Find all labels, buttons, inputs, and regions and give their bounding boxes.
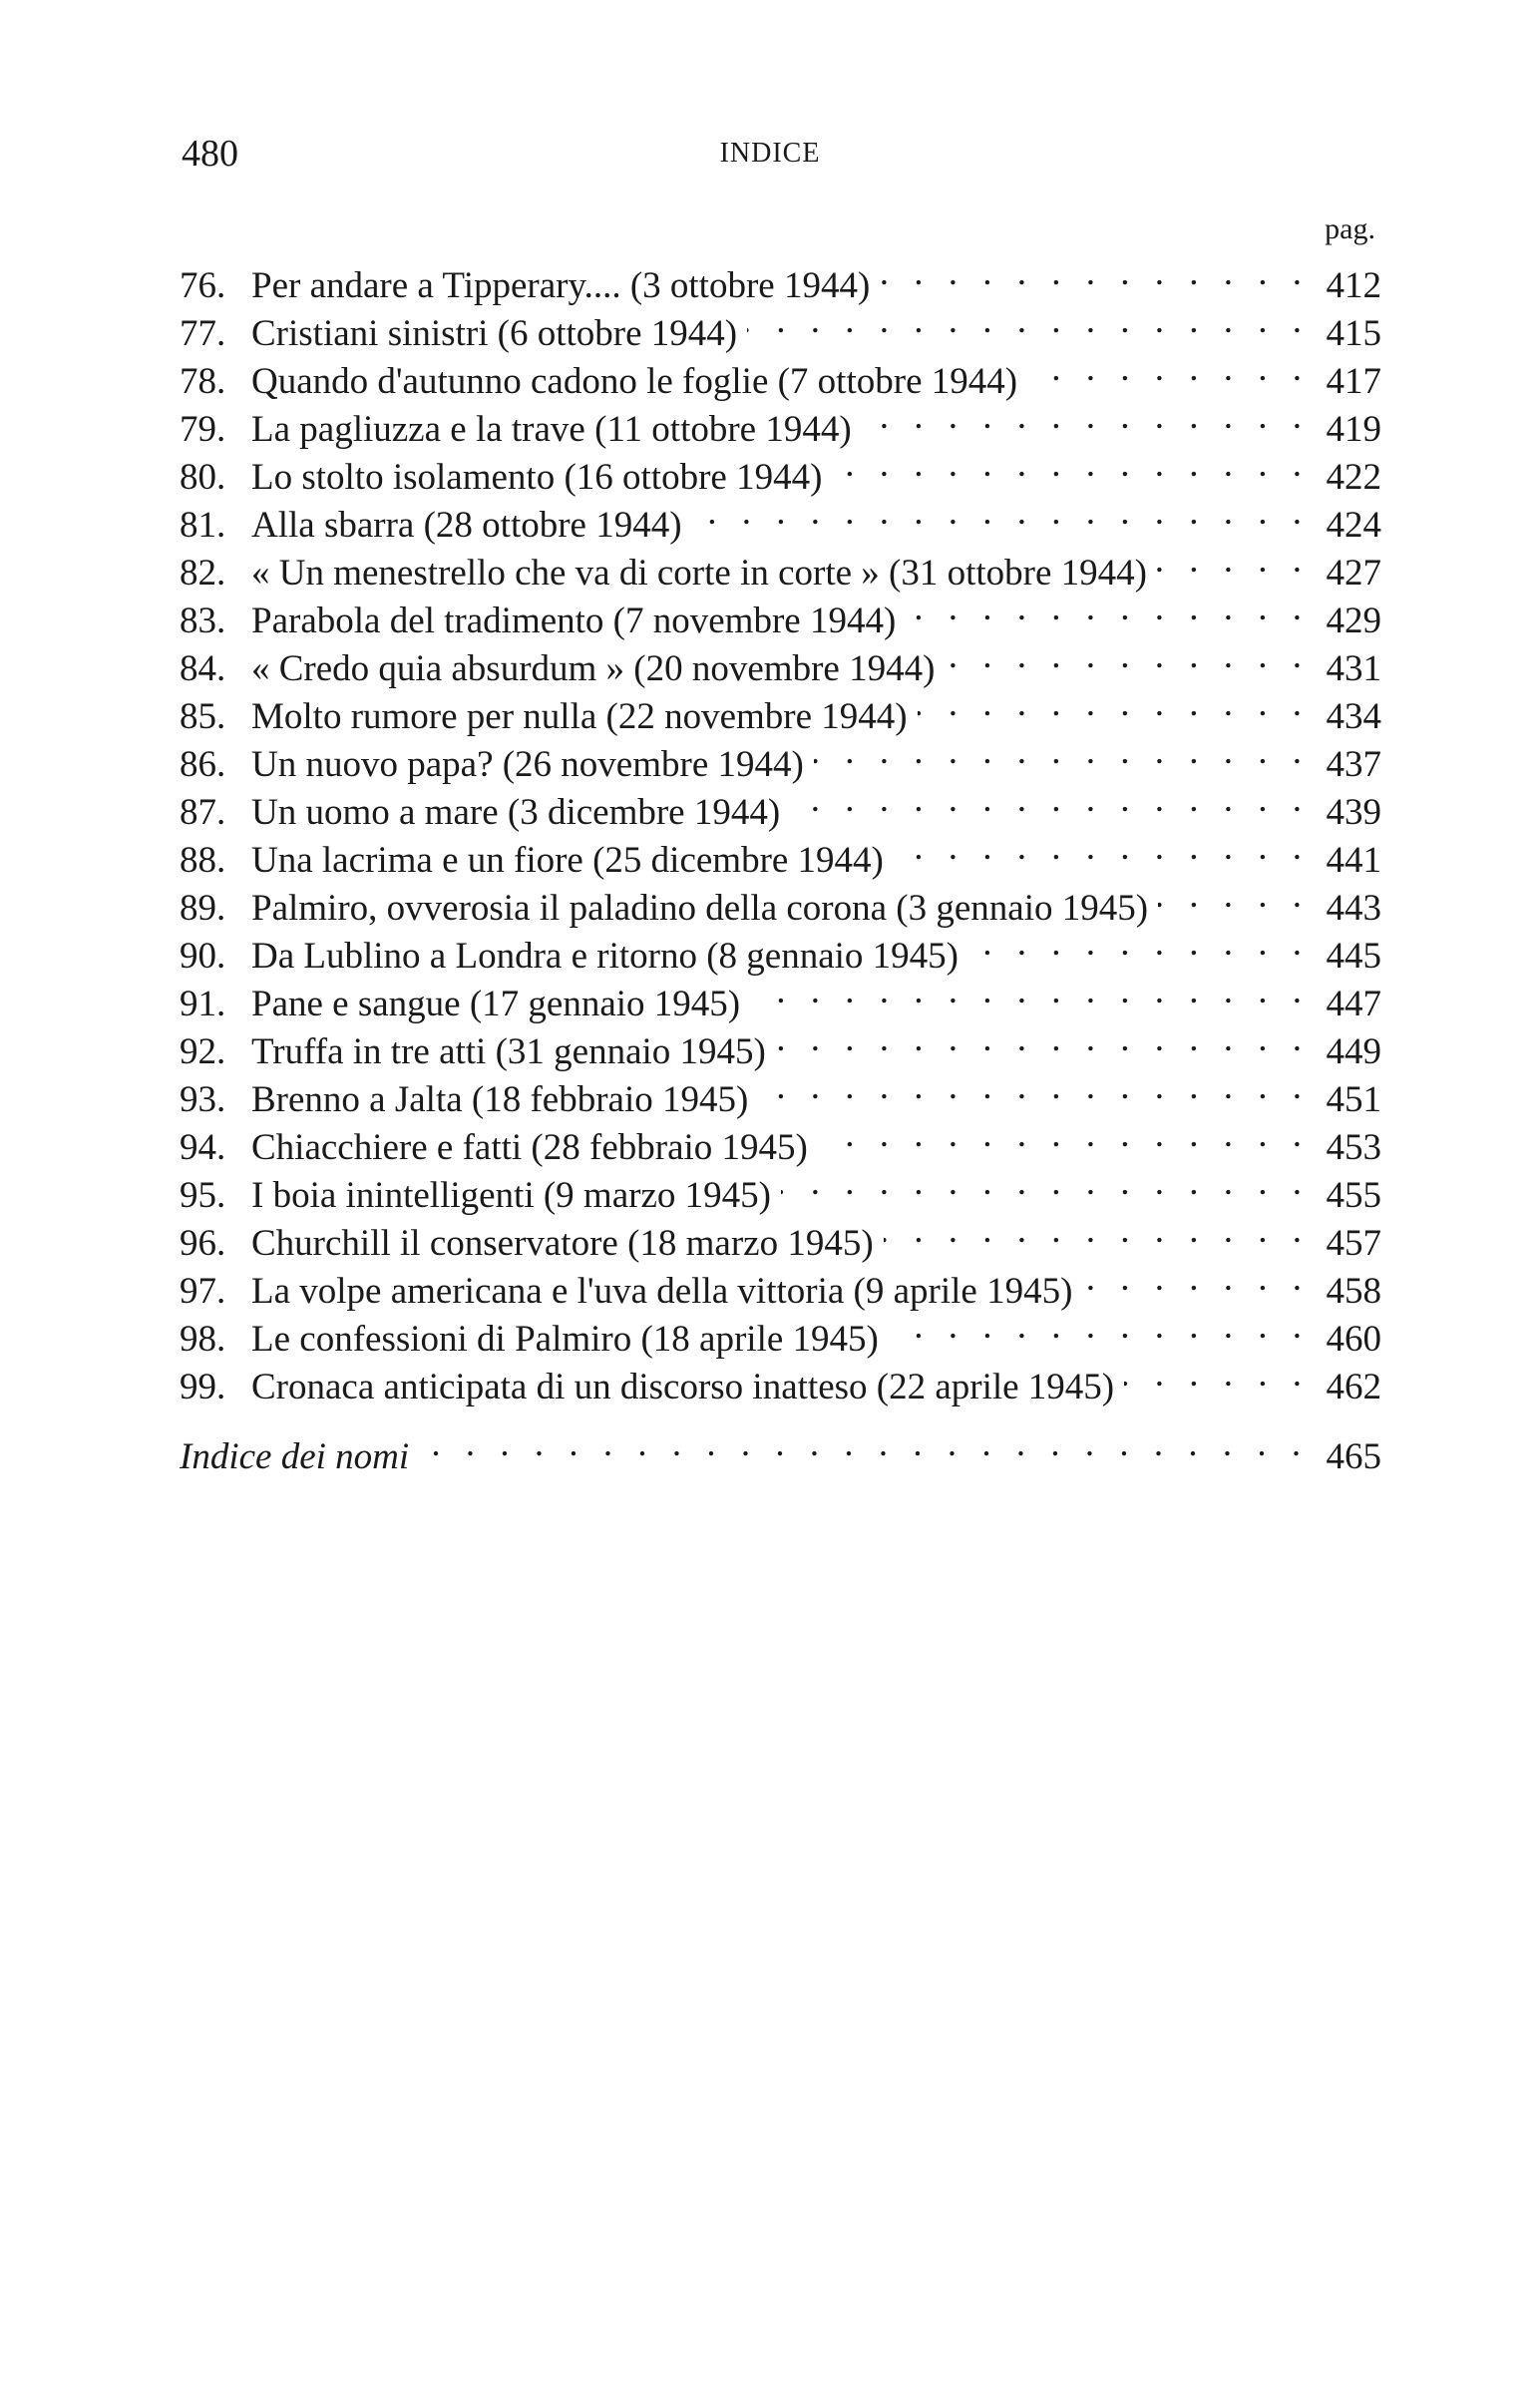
table-of-contents bbox=[180, 209, 1381, 1477]
dot-leader bbox=[419, 1420, 1310, 1468]
entry-title: Parabola del tradimento (7 novembre 1944) bbox=[251, 601, 897, 641]
entry-title: Quando d'autunno cadono le foglie (7 ottobre 1944) bbox=[251, 361, 1018, 402]
dot-leader bbox=[818, 1111, 1310, 1159]
dot-leader bbox=[776, 1015, 1310, 1063]
entry-page-number: 437 bbox=[1326, 744, 1381, 785]
entry-number: 78. bbox=[180, 361, 226, 402]
dot-leader bbox=[692, 489, 1310, 537]
entry-page-number: 427 bbox=[1326, 553, 1381, 594]
entry-page-number: 415 bbox=[1326, 313, 1381, 354]
entry-page-number: 424 bbox=[1326, 505, 1381, 546]
entry-number: 90. bbox=[180, 936, 226, 977]
dot-leader bbox=[747, 297, 1310, 345]
entry-title: Molto rumore per nulla (22 novembre 1944) bbox=[251, 696, 908, 737]
dot-leader bbox=[862, 393, 1310, 441]
entry-number: 80. bbox=[180, 457, 226, 498]
entry-page-number: 445 bbox=[1326, 936, 1381, 977]
entry-number: 82. bbox=[180, 553, 226, 594]
entry-title: Cronaca anticipata di un discorso inatteso (22 aprile 1945) bbox=[251, 1367, 1115, 1407]
entry-title: Le confessioni di Palmiro (18 aprile 1945) bbox=[251, 1319, 879, 1360]
entry-number: 85. bbox=[180, 696, 226, 737]
dot-leader bbox=[781, 1159, 1310, 1207]
entry-number: 96. bbox=[180, 1223, 226, 1264]
dot-leader bbox=[889, 1303, 1310, 1351]
running-head: INDICE bbox=[719, 138, 821, 169]
entry-title: Per andare a Tipperary.... (3 ottobre 1944) bbox=[251, 265, 871, 306]
index-title: Indice dei nomi bbox=[180, 1436, 410, 1477]
entry-number: 89. bbox=[180, 888, 226, 929]
entry-page-number: 422 bbox=[1326, 457, 1381, 498]
entry-page-number: 417 bbox=[1326, 361, 1381, 402]
page-number: 480 bbox=[182, 133, 238, 175]
dot-leader bbox=[1157, 537, 1310, 585]
entry-title: Truffa in tre atti (31 gennaio 1945) bbox=[251, 1031, 766, 1072]
entry-page-number: 419 bbox=[1326, 409, 1381, 450]
entry-number: 84. bbox=[180, 648, 226, 689]
index-page-number: 465 bbox=[1326, 1436, 1381, 1477]
dot-leader bbox=[880, 249, 1310, 297]
entry-number: 86. bbox=[180, 744, 226, 785]
dot-leader bbox=[758, 1063, 1310, 1111]
entry-title: Churchill il conservatore (18 marzo 1945) bbox=[251, 1223, 874, 1264]
dot-leader bbox=[894, 824, 1310, 872]
entry-page-number: 462 bbox=[1326, 1367, 1381, 1407]
entry-title: « Credo quia absurdum » (20 novembre 1944) bbox=[251, 648, 936, 689]
dot-leader bbox=[814, 728, 1310, 776]
entry-title: Una lacrima e un fiore (25 dicembre 1944) bbox=[251, 840, 884, 881]
entry-title: Palmiro, ovverosia il paladino della corona (3 gennaio 1945) bbox=[251, 888, 1149, 929]
entry-number: 76. bbox=[180, 265, 226, 306]
dot-leader bbox=[968, 920, 1310, 968]
dot-leader bbox=[1082, 1255, 1310, 1303]
entry-title: La pagliuzza e la trave (11 ottobre 1944) bbox=[251, 409, 852, 450]
entry-page-number: 449 bbox=[1326, 1031, 1381, 1072]
entry-number: 77. bbox=[180, 313, 226, 354]
toc-entries bbox=[180, 249, 1381, 1407]
entry-number: 81. bbox=[180, 505, 226, 546]
entry-title: Cristiani sinistri (6 ottobre 1944) bbox=[251, 313, 738, 354]
index-entry bbox=[180, 1420, 1381, 1477]
entry-number: 95. bbox=[180, 1175, 226, 1216]
entry-page-number: 457 bbox=[1326, 1223, 1381, 1264]
entry-title: Pane e sangue (17 gennaio 1945) bbox=[251, 984, 741, 1024]
entry-title: Chiacchiere e fatti (28 febbraio 1945) bbox=[251, 1127, 808, 1168]
entry-page-number: 455 bbox=[1326, 1175, 1381, 1216]
dot-leader bbox=[884, 1207, 1310, 1255]
pag-column-label: pag. bbox=[1325, 212, 1375, 245]
entry-number: 88. bbox=[180, 840, 226, 881]
entry-number: 83. bbox=[180, 601, 226, 641]
dot-leader bbox=[1158, 872, 1310, 920]
entry-title: La volpe americana e l'uva della vittoria (9 aprile 1945) bbox=[251, 1271, 1073, 1312]
entry-title: Brenno a Jalta (18 febbraio 1945) bbox=[251, 1079, 749, 1120]
entry-page-number: 460 bbox=[1326, 1319, 1381, 1360]
dot-leader bbox=[750, 968, 1310, 1015]
entry-title: I boia inintelligenti (9 marzo 1945) bbox=[251, 1175, 771, 1216]
entry-page-number: 443 bbox=[1326, 888, 1381, 929]
entry-number: 91. bbox=[180, 984, 226, 1024]
entry-title: Un uomo a mare (3 dicembre 1944) bbox=[251, 792, 781, 833]
dot-leader bbox=[918, 680, 1310, 728]
entry-number: 92. bbox=[180, 1031, 226, 1072]
entry-number: 99. bbox=[180, 1367, 226, 1407]
entry-title: Lo stolto isolamento (16 ottobre 1944) bbox=[251, 457, 823, 498]
entry-page-number: 439 bbox=[1326, 792, 1381, 833]
entry-page-number: 434 bbox=[1326, 696, 1381, 737]
entry-title: Da Lublino a Londra e ritorno (8 gennaio 1945) bbox=[251, 936, 959, 977]
dot-leader bbox=[1027, 345, 1310, 393]
entry-page-number: 412 bbox=[1326, 265, 1381, 306]
entry-page-number: 447 bbox=[1326, 984, 1381, 1024]
entry-page-number: 429 bbox=[1326, 601, 1381, 641]
dot-leader bbox=[832, 441, 1310, 489]
entry-title: Un nuovo papa? (26 novembre 1944) bbox=[251, 744, 804, 785]
entry-number: 94. bbox=[180, 1127, 226, 1168]
entry-page-number: 451 bbox=[1326, 1079, 1381, 1120]
dot-leader bbox=[1124, 1351, 1310, 1399]
entry-title: « Un menestrello che va di corte in corte » (31 ottobre 1944) bbox=[251, 553, 1147, 594]
entry-title: Alla sbarra (28 ottobre 1944) bbox=[251, 505, 682, 546]
dot-leader bbox=[945, 632, 1310, 680]
entry-page-number: 458 bbox=[1326, 1271, 1381, 1312]
entry-page-number: 431 bbox=[1326, 648, 1381, 689]
entry-number: 87. bbox=[180, 792, 226, 833]
toc-entry bbox=[180, 249, 1381, 306]
entry-page-number: 441 bbox=[1326, 840, 1381, 881]
entry-number: 97. bbox=[180, 1271, 226, 1312]
entry-page-number: 453 bbox=[1326, 1127, 1381, 1168]
entry-number: 79. bbox=[180, 409, 226, 450]
entry-number: 98. bbox=[180, 1319, 226, 1360]
entry-number: 93. bbox=[180, 1079, 226, 1120]
dot-leader bbox=[906, 585, 1310, 632]
dot-leader bbox=[790, 776, 1310, 824]
